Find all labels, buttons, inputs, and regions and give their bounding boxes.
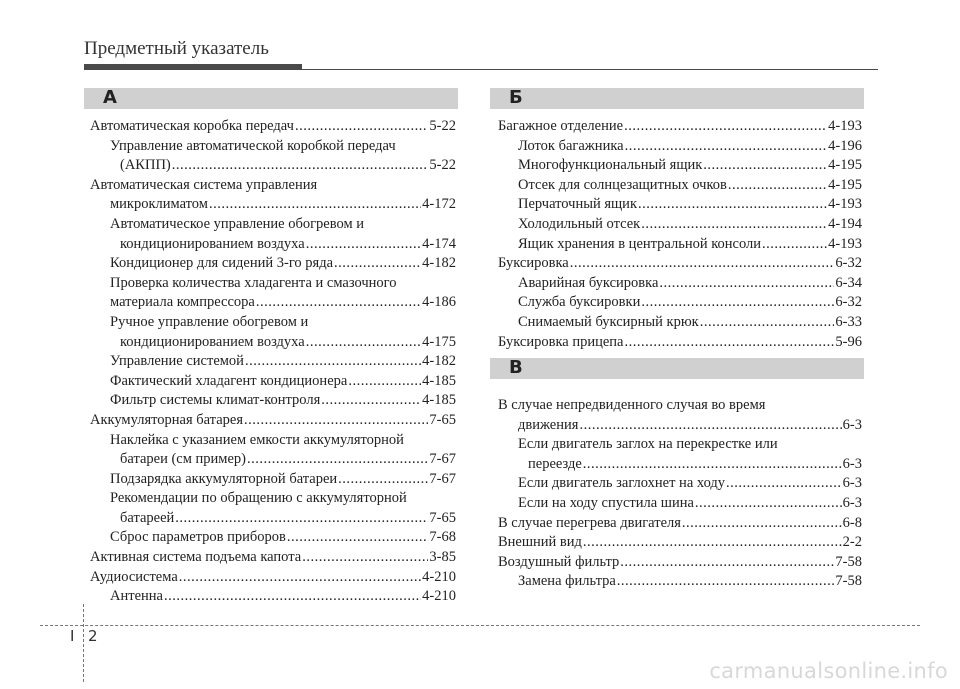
dot-leader [579, 416, 841, 436]
dot-leader [164, 587, 421, 607]
index-entry-page: 2-2 [842, 534, 862, 551]
index-entry [498, 572, 862, 592]
index-entry-page: 4-185 [422, 392, 456, 409]
index-entry-text: Замена фильтра [518, 573, 616, 590]
index-entry-text: Буксировка [498, 255, 569, 272]
index-entry [90, 274, 456, 294]
dot-leader [179, 568, 421, 588]
header-rule-thin [302, 69, 878, 70]
index-entry-text: Отсек для солнцезащитных очков [518, 176, 727, 193]
index-entry [498, 137, 862, 157]
index-entry [90, 568, 456, 588]
index-entry [90, 548, 456, 568]
index-entry-page: 5-96 [835, 333, 862, 350]
index-entry [90, 215, 456, 235]
index-entry [90, 137, 456, 157]
index-entry [498, 474, 862, 494]
index-column-b [498, 117, 862, 352]
index-entry [90, 391, 456, 411]
index-entry-text: Рекомендации по обращению с аккумуляторной [110, 490, 407, 507]
dot-leader [334, 254, 421, 274]
index-entry-page: 7-67 [429, 451, 456, 468]
index-entry-text: Аккумуляторная батарея [90, 411, 243, 428]
index-entry [90, 333, 456, 353]
index-entry [90, 587, 456, 607]
dot-leader [682, 514, 842, 534]
index-entry-page: 6-3 [842, 455, 862, 472]
index-entry-page: 7-67 [429, 470, 456, 487]
header-rule-thick [84, 64, 302, 70]
page-number-value: 2 [88, 627, 98, 645]
page-section: I [70, 627, 75, 645]
index-entry-page: 6-32 [835, 294, 862, 311]
index-entry-page: 4-175 [422, 333, 456, 350]
index-entry-text: Подзарядка аккумуляторной батареи [110, 470, 338, 487]
dot-leader [624, 117, 827, 137]
index-entry [498, 195, 862, 215]
index-entry [498, 396, 862, 416]
dot-leader [659, 274, 834, 294]
index-entry-page: 4-195 [828, 176, 862, 193]
dot-leader [348, 372, 421, 392]
index-entry [498, 293, 862, 313]
dot-leader [287, 528, 429, 548]
index-entry-text: Управление системой [110, 353, 244, 370]
index-entry [90, 195, 456, 215]
index-entry-page: 6-3 [842, 475, 862, 492]
dot-leader [700, 313, 835, 333]
index-entry-page: 6-8 [842, 514, 862, 531]
index-column-v [498, 396, 862, 592]
index-entry [498, 117, 862, 137]
index-entry-page: 6-32 [835, 255, 862, 272]
index-entry-text: батареи (см пример) [120, 451, 246, 468]
index-entry-text: Багажное отделение [498, 118, 624, 134]
index-entry [90, 117, 456, 137]
index-entry-text: Автоматическая коробка передач [90, 118, 294, 134]
section-letter: В [509, 357, 523, 378]
dot-leader [209, 195, 421, 215]
index-entry [90, 528, 456, 548]
index-entry [498, 494, 862, 514]
index-entry [90, 254, 456, 274]
index-entry [90, 509, 456, 529]
index-entry [90, 431, 456, 451]
index-entry [90, 372, 456, 392]
index-entry-page: 4-193 [828, 235, 862, 252]
dot-leader [620, 553, 834, 573]
dot-leader [641, 293, 834, 313]
index-entry [90, 352, 456, 372]
index-entry [498, 176, 862, 196]
index-entry-page: 6-34 [835, 274, 862, 291]
index-entry [498, 215, 862, 235]
dot-leader [641, 215, 827, 235]
index-entry-page: 6-3 [842, 416, 862, 433]
index-entry-page: 6-33 [835, 313, 862, 330]
index-entry [498, 435, 862, 455]
index-entry [90, 176, 456, 196]
index-entry-text: Внешний вид [498, 534, 582, 551]
dot-leader [306, 333, 421, 353]
dot-leader [695, 494, 842, 514]
index-entry [498, 313, 862, 333]
index-entry-text: переезде [528, 455, 582, 472]
dot-leader [762, 235, 827, 255]
section-letter: А [103, 87, 117, 108]
index-entry [90, 411, 456, 431]
dot-leader [245, 352, 421, 372]
index-entry-text: Управление автоматической коробкой передач [110, 137, 396, 154]
index-entry-page: 4-186 [422, 294, 456, 311]
dot-leader [703, 156, 827, 176]
index-entry [90, 235, 456, 255]
dot-leader [625, 333, 835, 353]
dot-leader [295, 117, 428, 137]
index-entry [90, 489, 456, 509]
dot-leader [172, 156, 429, 176]
index-entry-text: материала компрессора [110, 294, 255, 311]
index-entry-text: Воздушный фильтр [498, 553, 620, 570]
index-entry-text: Ручное управление обогревом и [110, 313, 309, 330]
index-entry-page: 4-193 [828, 118, 862, 134]
dot-leader [583, 455, 842, 475]
index-entry-text: батареей [120, 509, 175, 526]
index-entry [498, 156, 862, 176]
index-entry-text: кондиционированием воздуха [120, 333, 305, 350]
index-entry-text: В случае непредвиденного случая во время [498, 397, 766, 413]
index-entry-text: Сброс параметров приборов [110, 529, 286, 546]
index-entry-page: 7-65 [429, 509, 456, 526]
index-entry-text: Активная система подъема капота [90, 549, 302, 566]
index-entry-text: Лоток багажника [518, 137, 624, 154]
index-entry-text: Фильтр системы климат-контроля [110, 392, 321, 409]
index-entry-page: 4-185 [422, 372, 456, 389]
index-entry-page: 6-3 [842, 494, 862, 511]
index-entry [498, 254, 862, 274]
index-entry-page: 4-174 [422, 235, 456, 252]
index-entry-text: Кондиционер для сидений 3-го ряда [110, 255, 334, 272]
index-entry-text: Если двигатель заглохнет на ходу [518, 475, 726, 492]
index-entry-page: 4-210 [422, 588, 456, 605]
index-entry-page: 7-58 [835, 553, 862, 570]
index-entry-text: Перчаточный ящик [518, 196, 637, 213]
index-entry-page: 4-194 [828, 215, 862, 232]
index-entry-text: Ящик хранения в центральной консоли [518, 235, 762, 252]
index-entry [498, 333, 862, 353]
dot-leader [625, 137, 828, 157]
index-entry [498, 416, 862, 436]
index-column-a [90, 117, 456, 607]
dot-leader [728, 176, 827, 196]
crop-mark-vertical [83, 604, 84, 682]
dot-leader [247, 450, 428, 470]
section-header-a [84, 88, 458, 109]
index-entry-text: Снимаемый буксирный крюк [518, 313, 699, 330]
section-header-v [490, 358, 864, 379]
index-entry-text: Если на ходу спустила шина [518, 494, 694, 511]
index-entry-page: 4-172 [422, 196, 456, 213]
index-entry-page: 4-210 [422, 568, 456, 585]
index-entry-page: 5-22 [429, 157, 456, 174]
dot-leader [726, 474, 842, 494]
index-entry-page: 4-182 [422, 353, 456, 370]
index-entry [498, 455, 862, 475]
index-entry-page: 5-22 [429, 118, 456, 134]
index-entry [90, 313, 456, 333]
dot-leader [570, 254, 835, 274]
dot-leader [175, 509, 428, 529]
index-entry-text: движения [518, 416, 579, 433]
dot-leader [338, 470, 428, 490]
section-letter: Б [509, 87, 523, 108]
index-entry [90, 450, 456, 470]
index-entry-text: В случае перегрева двигателя [498, 514, 681, 531]
watermark: carmanualsonline.info [709, 659, 948, 683]
index-entry-text: Фактический хладагент кондиционера [110, 372, 348, 389]
index-entry-text: Автоматическая система управления [90, 176, 318, 193]
index-entry-text: Проверка количества хладагента и смазочного [110, 274, 397, 291]
dot-leader [302, 548, 428, 568]
index-entry-text: Наклейка с указанием емкости аккумуляторной [110, 431, 404, 448]
index-entry-text: микроклиматом [110, 196, 208, 213]
dot-leader [244, 411, 428, 431]
index-entry-text: Антенна [110, 588, 163, 605]
dot-leader [583, 533, 842, 553]
index-entry-text: Если двигатель заглох на перекрестке или [518, 436, 778, 453]
dot-leader [321, 391, 421, 411]
index-entry [498, 533, 862, 553]
index-entry-text: Холодильный отсек [518, 215, 641, 232]
index-entry-text: Автоматическое управление обогревом и [110, 215, 365, 232]
index-entry [498, 553, 862, 573]
index-entry-page: 3-85 [429, 549, 456, 566]
index-entry-page: 7-68 [429, 529, 456, 546]
index-entry [90, 470, 456, 490]
index-entry-page: 4-196 [828, 137, 862, 154]
index-entry-page: 4-195 [828, 157, 862, 174]
dot-leader [617, 572, 835, 592]
dot-leader [306, 235, 421, 255]
index-entry-text: Многофункциональный ящик [518, 157, 703, 174]
dot-leader [256, 293, 421, 313]
index-entry-text: Аварийная буксировка [518, 274, 659, 291]
dot-leader [638, 195, 827, 215]
section-header-b [490, 88, 864, 109]
page-title: Предметный указатель [84, 38, 269, 59]
index-entry-page: 7-58 [835, 573, 862, 590]
index-entry-text: Буксировка прицепа [498, 333, 624, 350]
index-entry [498, 235, 862, 255]
index-entry-text: кондиционированием воздуха [120, 235, 305, 252]
crop-mark-horizontal [40, 625, 920, 626]
index-entry-text: Аудиосистема [90, 568, 178, 585]
index-entry-page: 4-182 [422, 255, 456, 272]
index-entry-text: Служба буксировки [518, 294, 641, 311]
index-entry-page: 4-193 [828, 196, 862, 213]
index-entry [90, 293, 456, 313]
index-entry [90, 156, 456, 176]
index-entry [498, 274, 862, 294]
index-entry [498, 514, 862, 534]
index-entry-page: 7-65 [429, 411, 456, 428]
index-entry-text: (АКПП) [120, 157, 171, 174]
